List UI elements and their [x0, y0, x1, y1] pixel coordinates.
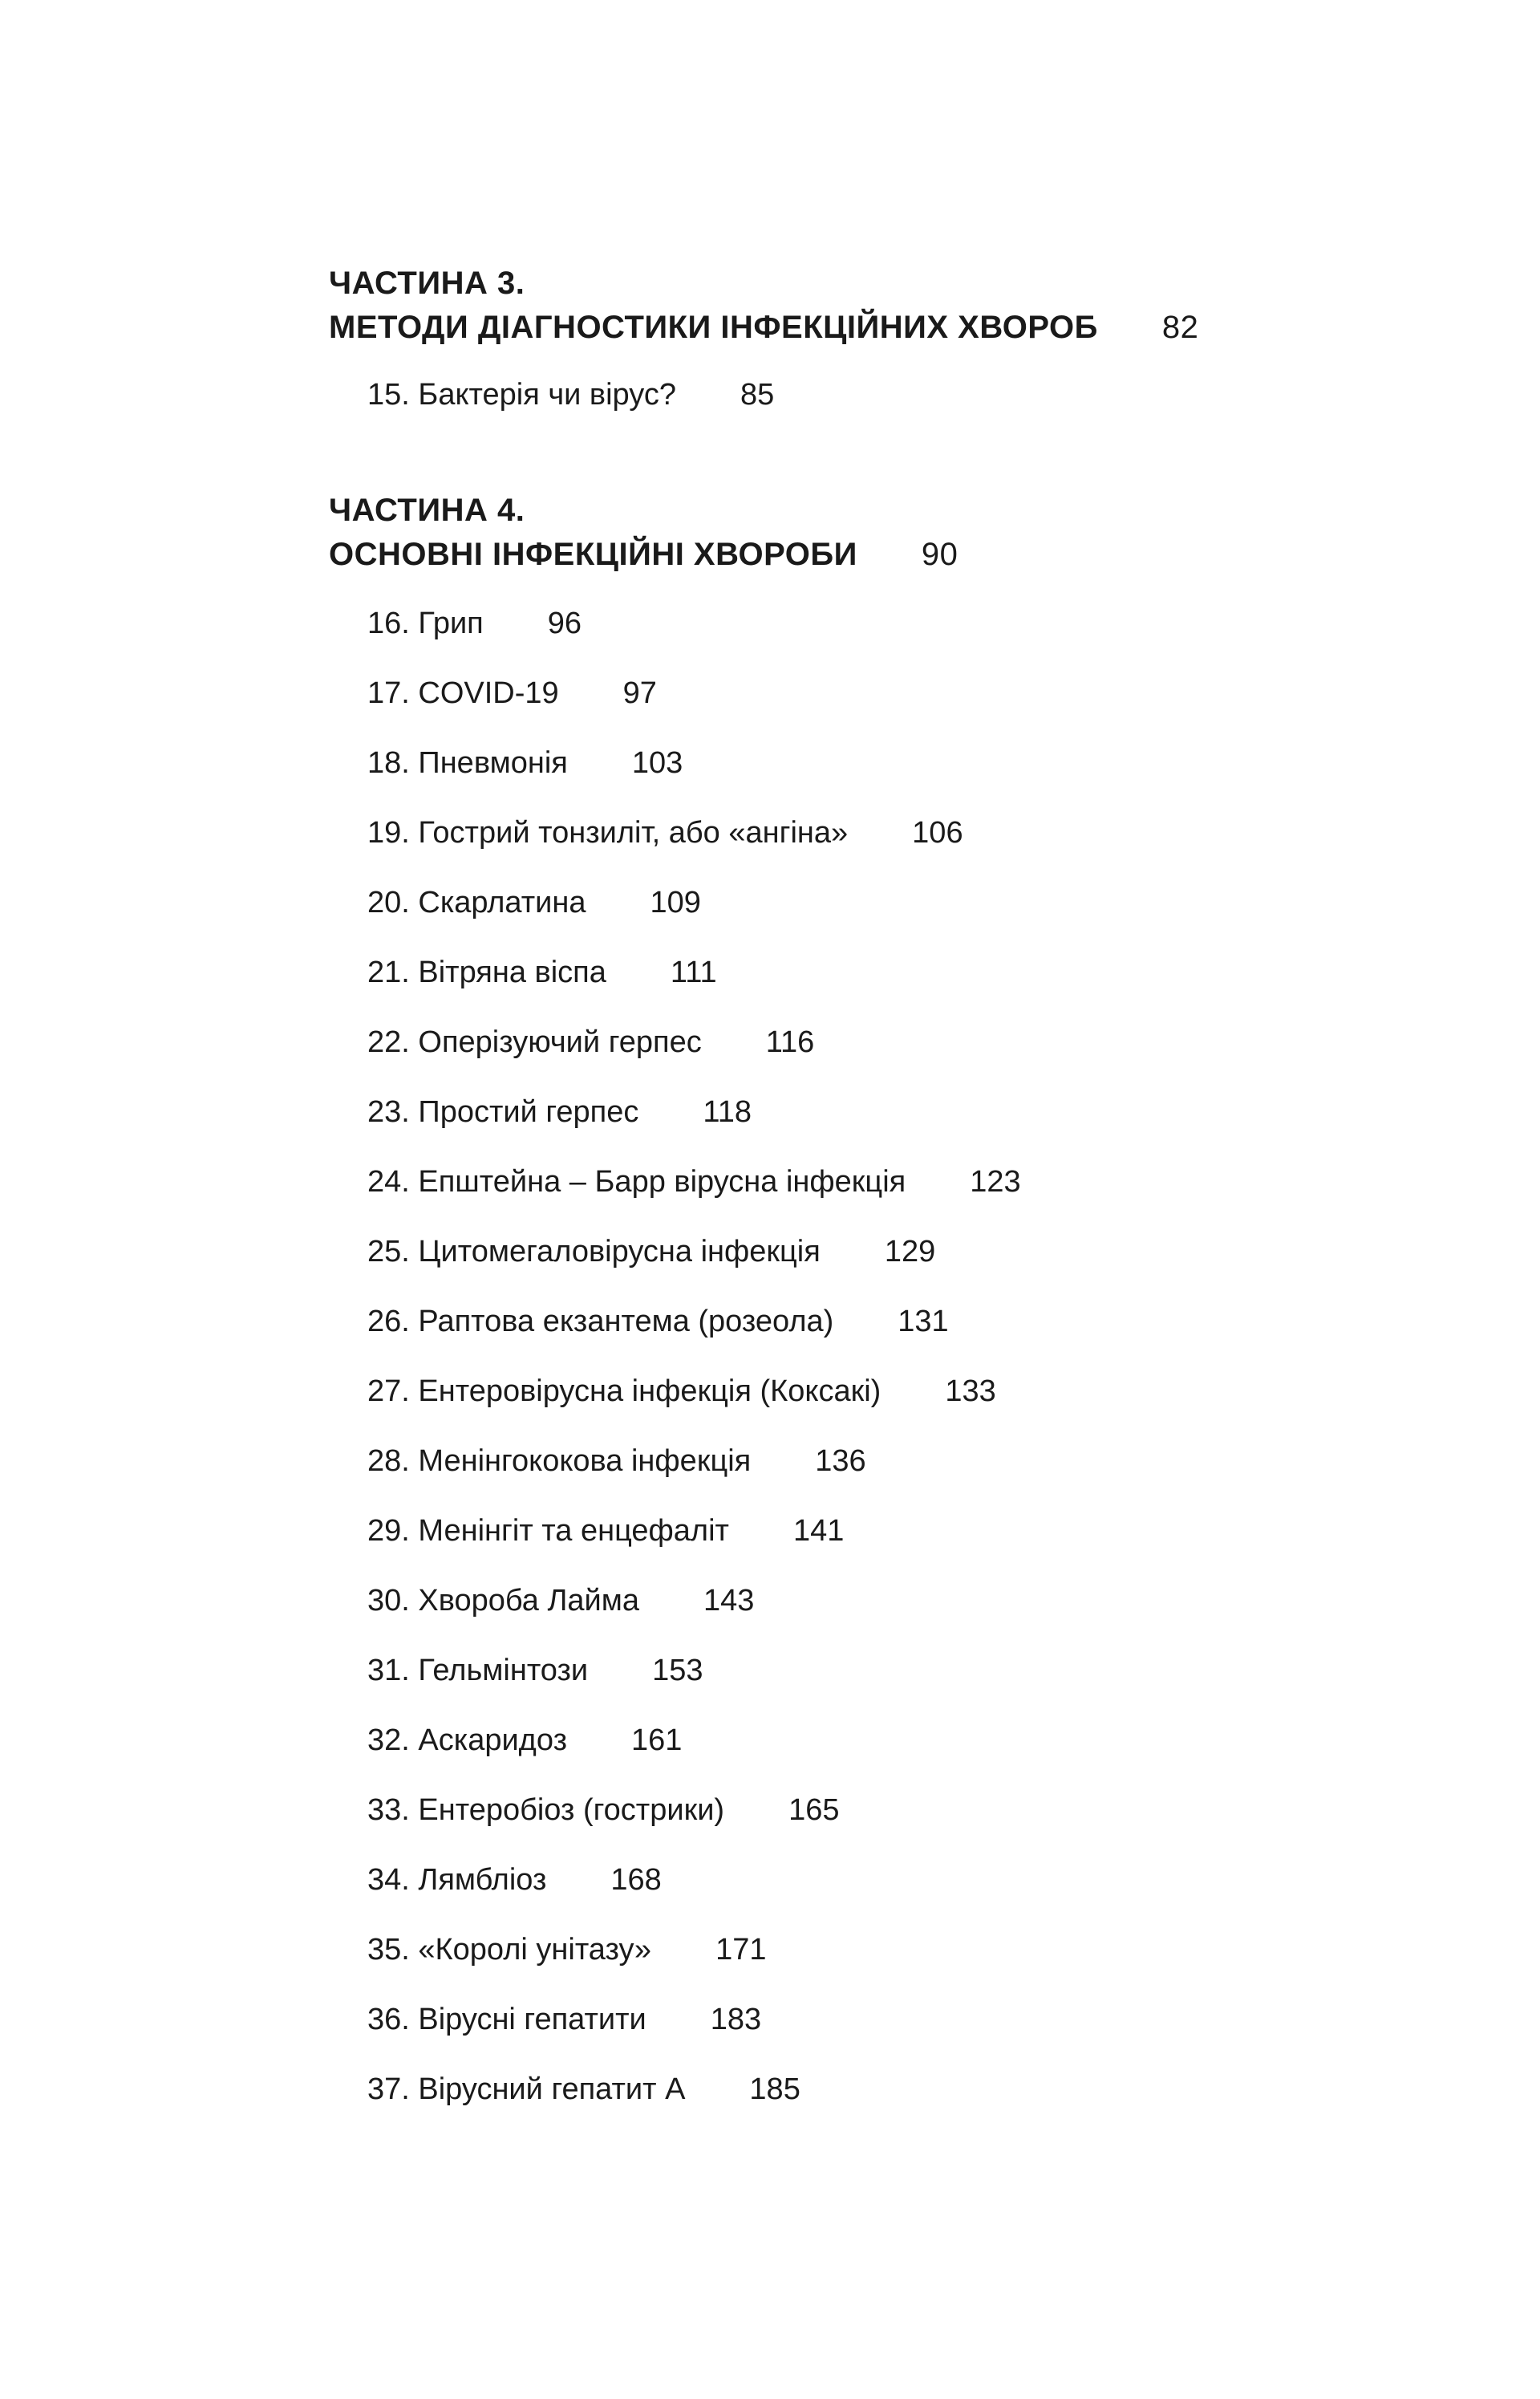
toc-entry-22 — [367, 1022, 814, 1062]
toc-entry-page: 109 — [650, 886, 701, 919]
toc-entry-26 — [367, 1301, 949, 1342]
toc-entry-page: 183 — [710, 2003, 762, 2036]
toc-entry-title: 30. Хвороба Лайма — [367, 1584, 640, 1618]
toc-entry-title: 24. Епштейна – Барр вірусна інфекція — [367, 1165, 906, 1199]
part-3-heading — [329, 262, 1198, 350]
toc-entry-title: 31. Гельмінтози — [367, 1654, 589, 1687]
part-4-title: ОСНОВНІ ІНФЕКЦІЙНІ ХВОРОБИ — [329, 537, 857, 572]
toc-entry-page: 171 — [715, 1933, 767, 1967]
toc-entry-page: 123 — [970, 1165, 1021, 1199]
toc-entry-title: 34. Лямбліоз — [367, 1863, 547, 1897]
toc-entry-title: 18. Пневмонія — [367, 746, 568, 780]
toc-entry-18 — [367, 743, 683, 783]
toc-entry-page: 161 — [631, 1723, 683, 1757]
toc-entry-page: 153 — [652, 1654, 703, 1687]
toc-entry-36 — [367, 1999, 761, 2040]
toc-entry-24 — [367, 1162, 1021, 1202]
toc-entry-title: 21. Вітряна віспа — [367, 956, 606, 989]
part-3-title: МЕТОДИ ДІАГНОСТИКИ ІНФЕКЦІЙНИХ ХВОРОБ — [329, 310, 1098, 345]
toc-entry-page: 185 — [749, 2072, 800, 2106]
toc-entry-25 — [367, 1232, 935, 1272]
toc-entry-31 — [367, 1650, 703, 1691]
toc-entry-17 — [367, 673, 657, 713]
toc-entry-page: 165 — [788, 1793, 840, 1827]
toc-entry-title: 22. Оперізуючий герпес — [367, 1025, 702, 1059]
toc-entry-30 — [367, 1581, 754, 1621]
toc-entry-title: 19. Гострий тонзиліт, або «ангіна» — [367, 816, 849, 850]
toc-entry-title: 28. Менінгококова інфекція — [367, 1444, 752, 1478]
toc-entry-32 — [367, 1720, 682, 1760]
toc-entry-27 — [367, 1371, 996, 1411]
toc-entry-title: 29. Менінгіт та енцефаліт — [367, 1514, 729, 1548]
toc-entry-title: 35. «Королі унітазу» — [367, 1933, 652, 1967]
toc-entry-title: 16. Грип — [367, 607, 484, 640]
toc-entry-16 — [367, 603, 582, 643]
toc-entry-title: 32. Аскаридоз — [367, 1723, 567, 1757]
part-3-label: ЧАСТИНА 3. — [329, 266, 525, 301]
part-3-title-row — [329, 306, 1198, 350]
toc-entry-page: 85 — [740, 378, 775, 412]
toc-entry-title: 37. Вірусний гепатит А — [367, 2072, 686, 2106]
toc-entry-page: 168 — [610, 1863, 662, 1897]
toc-entry-21 — [367, 952, 717, 992]
toc-entry-33 — [367, 1790, 839, 1830]
toc-entry-page: 141 — [792, 1514, 845, 1548]
toc-entry-29 — [367, 1511, 844, 1551]
toc-entry-title: 15. Бактерія чи вірус? — [367, 378, 676, 412]
part-4-page-number: 90 — [921, 537, 958, 572]
toc-entry-page: 97 — [622, 676, 657, 710]
part-3-page-number: 82 — [1161, 310, 1199, 345]
toc-entry-page: 133 — [945, 1374, 996, 1408]
toc-entry-title: 17. COVID-19 — [367, 676, 559, 710]
toc-entry-page: 96 — [547, 607, 582, 640]
toc-entry-page: 111 — [670, 956, 717, 989]
toc-entry-title: 20. Скарлатина — [367, 886, 586, 919]
toc-entry-34 — [367, 1860, 662, 1900]
toc-entry-28 — [367, 1441, 866, 1481]
toc-entry-title: 36. Вірусні гепатити — [367, 2003, 646, 2036]
toc-entry-title: 23. Простий герпес — [367, 1095, 639, 1129]
toc-entry-page: 129 — [884, 1235, 936, 1269]
toc-entry-title: 33. Ентеробіоз (гострики) — [367, 1793, 725, 1827]
toc-entry-page: 131 — [898, 1305, 949, 1338]
toc-entry-title: 26. Раптова екзантема (розеола) — [367, 1305, 834, 1338]
toc-entry-page: 103 — [631, 746, 683, 780]
toc-entry-23 — [367, 1092, 752, 1132]
part-4-title-row — [329, 533, 958, 577]
toc-entry-title: 27. Ентеровірусна інфекція (Коксакі) — [367, 1374, 881, 1408]
toc-entry-title: 25. Цитомегаловірусна інфекція — [367, 1235, 821, 1269]
toc-entry-page: 143 — [703, 1584, 755, 1618]
part-4-heading — [329, 489, 958, 577]
toc-entry-page: 116 — [765, 1025, 815, 1059]
part-4-label: ЧАСТИНА 4. — [329, 493, 525, 528]
toc-entry-19 — [367, 813, 963, 853]
toc-entry-page: 136 — [815, 1444, 866, 1478]
toc-entry-15 — [367, 375, 774, 415]
toc-entry-page: 106 — [912, 816, 963, 850]
toc-entry-page: 118 — [703, 1095, 752, 1129]
toc-entry-35 — [367, 1930, 766, 1970]
toc-entry-37 — [367, 2069, 800, 2109]
toc-entry-20 — [367, 883, 701, 923]
